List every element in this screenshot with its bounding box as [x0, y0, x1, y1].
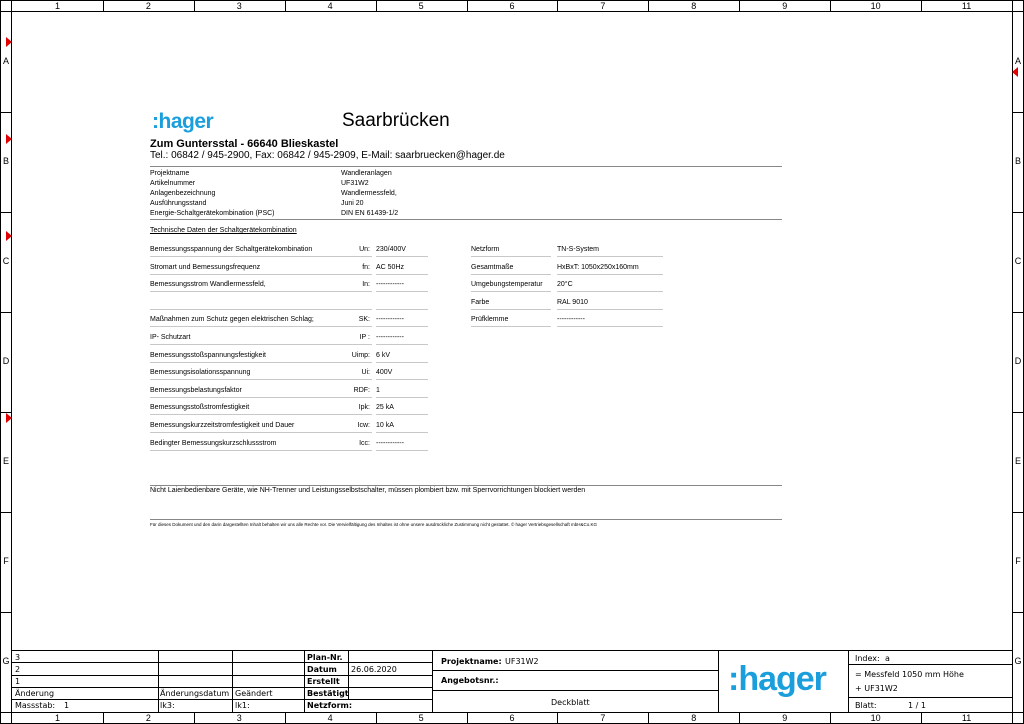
- copyright-footnote: Für dieses Dokument und den darin dargestellten Inhalt behalten wir uns alle Rechte vor. Die Vervielfältigung des Inhaltes ist ohne unsere ausdrückliche Zustimmung nicht gestattet. © hager Vertriebsgesellschaft mbH&Co.KG: [150, 522, 598, 527]
- row-letter: C: [2, 256, 10, 266]
- change-label: Änderung: [15, 689, 55, 698]
- tech-symbol: Icc:: [359, 439, 370, 447]
- column-number: 5: [418, 713, 424, 723]
- tech-label: Bemessungsstoßstromfestigkeit: [150, 404, 250, 412]
- column-number: 11: [961, 1, 972, 11]
- tech-label: IP- Schutzart: [150, 334, 191, 341]
- tech-value: ------------: [376, 281, 404, 289]
- row-letter: F: [1015, 556, 1021, 566]
- scale-value: 1: [64, 701, 70, 710]
- tech-right-label: Netzform: [471, 246, 500, 253]
- marker-icon: [6, 37, 12, 47]
- divider: [150, 485, 782, 486]
- column-number: 2: [145, 1, 151, 11]
- tech-label: Maßnahmen zum Schutz gegen elektrischen Schlag;: [150, 316, 314, 324]
- project-info-label: Anlagenbezeichnung: [150, 190, 216, 197]
- branch-address: Zum Guntersstal - 66640 Blieskastel: [150, 138, 339, 150]
- marker-icon: [6, 231, 12, 241]
- project-info-value: DIN EN 61439-1/2: [341, 210, 399, 217]
- tech-symbol: Un:: [359, 246, 370, 253]
- tech-label: Bemessungsstoßspannungsfestigkeit: [150, 351, 266, 359]
- column-number: 9: [782, 1, 788, 11]
- project-name-label: Projektname:: [441, 657, 502, 666]
- row-letter: D: [1014, 356, 1022, 366]
- project-info-value: Wandleranlagen: [341, 170, 392, 177]
- hager-logo-large: :hager: [728, 660, 826, 698]
- column-number: 4: [327, 1, 333, 11]
- column-number: 10: [870, 713, 881, 723]
- tech-value: ------------: [376, 334, 404, 341]
- row-letter: G: [1014, 656, 1022, 666]
- column-number: 7: [600, 1, 606, 11]
- scale-label: Massstab:: [15, 701, 56, 710]
- column-number: 7: [600, 713, 606, 723]
- row-letter: A: [2, 56, 9, 66]
- column-number: 10: [870, 1, 881, 11]
- row-letter: B: [1014, 156, 1021, 166]
- branch-city: Saarbrücken: [342, 110, 450, 131]
- tech-label: Bemessungsspannung der Schaltgerätekombination: [150, 246, 313, 253]
- tech-label: Bemessungsbelastungsfaktor: [150, 386, 242, 394]
- tech-symbol: In:: [362, 281, 370, 289]
- index-value: a: [885, 654, 890, 663]
- column-number: 1: [54, 1, 60, 11]
- project-info-value: Juni 20: [341, 200, 364, 207]
- project-info-label: Artikelnummer: [150, 180, 196, 187]
- description-line-2: + UF31W2: [855, 684, 898, 693]
- column-number: 3: [236, 713, 242, 723]
- change-date-label: Änderungsdatum: [160, 689, 230, 698]
- rev-2: 2: [15, 665, 21, 674]
- safety-note: Nicht Laienbedienbare Geräte, wie NH-Trenner und Leistungsselbstschalter, müssen plombiert bzw. mit Sperrvorrichtungen blockiert werden: [150, 487, 586, 494]
- tech-right-label: Prüfklemme: [471, 316, 509, 323]
- row-letter: F: [3, 556, 9, 566]
- tech-symbol: IP :: [359, 334, 370, 341]
- column-number: 9: [782, 713, 788, 723]
- tech-label: Bemessungsstrom Wandlermessfeld,: [150, 281, 266, 289]
- divider: [150, 519, 782, 520]
- description-line-1: = Messfeld 1050 mm Höhe: [855, 670, 964, 679]
- lk3-label: lk3:: [160, 701, 175, 710]
- tech-symbol: RDF:: [353, 386, 370, 394]
- project-name-value: UF31W2: [505, 657, 539, 666]
- tech-symbol: fn:: [362, 263, 370, 271]
- row-letter: D: [2, 356, 10, 366]
- confirmed-label: Bestätigt: [307, 689, 349, 698]
- divider: [150, 219, 782, 220]
- row-letter: E: [2, 456, 9, 466]
- row-letter: G: [2, 656, 10, 666]
- tech-value: 1: [376, 386, 380, 394]
- rev-3: 3: [15, 653, 21, 662]
- project-info-label: Ausführungsstand: [150, 200, 207, 207]
- tech-symbol: Icw:: [357, 422, 370, 429]
- project-info-value: Wandlermessfeld,: [341, 190, 397, 197]
- tech-data-title: Technische Daten der Schaltgerätekombination: [150, 227, 297, 234]
- tech-right-value: ------------: [557, 316, 585, 323]
- changed-by-label: Geändert: [235, 689, 273, 698]
- tech-label: Bedingter Bemessungskurzschlussstrom: [150, 439, 277, 447]
- tech-label: Bemessungsisolationsspannung: [150, 369, 251, 377]
- project-info-label: Projektname: [150, 170, 190, 177]
- date-label: Datum: [307, 665, 337, 674]
- column-number: 8: [691, 1, 697, 11]
- lk1-label: lk1:: [235, 701, 250, 710]
- tech-label: Stromart und Bemessungsfrequenz: [150, 263, 261, 271]
- tech-value: ------------: [376, 439, 404, 447]
- plan-nr-label: Plan-Nr.: [307, 653, 343, 662]
- tech-right-value: 20°C: [557, 281, 573, 288]
- tech-right-label: Farbe: [471, 299, 490, 306]
- sheet-label: Blatt:: [855, 701, 877, 710]
- created-label: Erstellt: [307, 677, 340, 686]
- tech-value: ------------: [376, 316, 404, 324]
- index-label: Index:: [855, 654, 880, 663]
- tech-value: 25 kA: [376, 404, 394, 412]
- tech-right-value: HxBxT: 1050x250x160mm: [557, 264, 639, 271]
- tech-symbol: Ipk:: [358, 404, 370, 412]
- tech-value: 6 kV: [376, 351, 391, 359]
- row-letter: C: [1014, 256, 1022, 266]
- tech-label: Bemessungskurzzeitstromfestigkeit und Dauer: [150, 422, 295, 429]
- tech-symbol: Uimp:: [351, 351, 370, 359]
- tech-value: 230/400V: [376, 246, 406, 253]
- column-number: 2: [145, 713, 151, 723]
- column-number: 6: [509, 1, 515, 11]
- date-value: 26.06.2020: [351, 665, 397, 674]
- column-number: 1: [54, 713, 60, 723]
- tech-value: 400V: [376, 369, 393, 377]
- rev-1: 1: [15, 677, 21, 686]
- project-info-label: Energie-Schaltgerätekombination (PSC): [150, 210, 275, 217]
- row-letter: A: [1014, 56, 1021, 66]
- offer-number-label: Angebotsnr.:: [441, 676, 499, 685]
- column-number: 6: [509, 713, 515, 723]
- project-info-value: UF31W2: [341, 180, 369, 187]
- tech-symbol: Ui:: [361, 369, 370, 377]
- tech-right-value: RAL 9010: [557, 299, 588, 306]
- divider: [150, 166, 782, 167]
- column-number: 5: [418, 1, 424, 11]
- marker-icon: [6, 134, 12, 144]
- row-letter: E: [1014, 456, 1021, 466]
- hager-logo: :hager: [152, 110, 214, 133]
- tech-symbol: SK:: [358, 316, 370, 324]
- sheet-title: Deckblatt: [551, 698, 590, 707]
- column-number: 8: [691, 713, 697, 723]
- marker-icon: [1012, 67, 1018, 77]
- network-label: Netzform:: [307, 701, 353, 710]
- branch-contact: Tel.: 06842 / 945-2900, Fax: 06842 / 945-2909, E-Mail: saarbruecken@hager.de: [150, 150, 505, 161]
- row-letter: B: [2, 156, 9, 166]
- column-number: 11: [961, 713, 972, 723]
- tech-right-label: Umgebungstemperatur: [471, 281, 543, 288]
- column-number: 4: [327, 713, 333, 723]
- tech-value: 10 kA: [376, 422, 394, 429]
- tech-right-label: Gesamtmaße: [471, 264, 514, 271]
- tech-right-value: TN-S-System: [557, 246, 599, 253]
- marker-icon: [6, 413, 12, 423]
- column-number: 3: [236, 1, 242, 11]
- sheet-value: 1 / 1: [908, 701, 926, 710]
- tech-value: AC 50Hz: [376, 263, 405, 271]
